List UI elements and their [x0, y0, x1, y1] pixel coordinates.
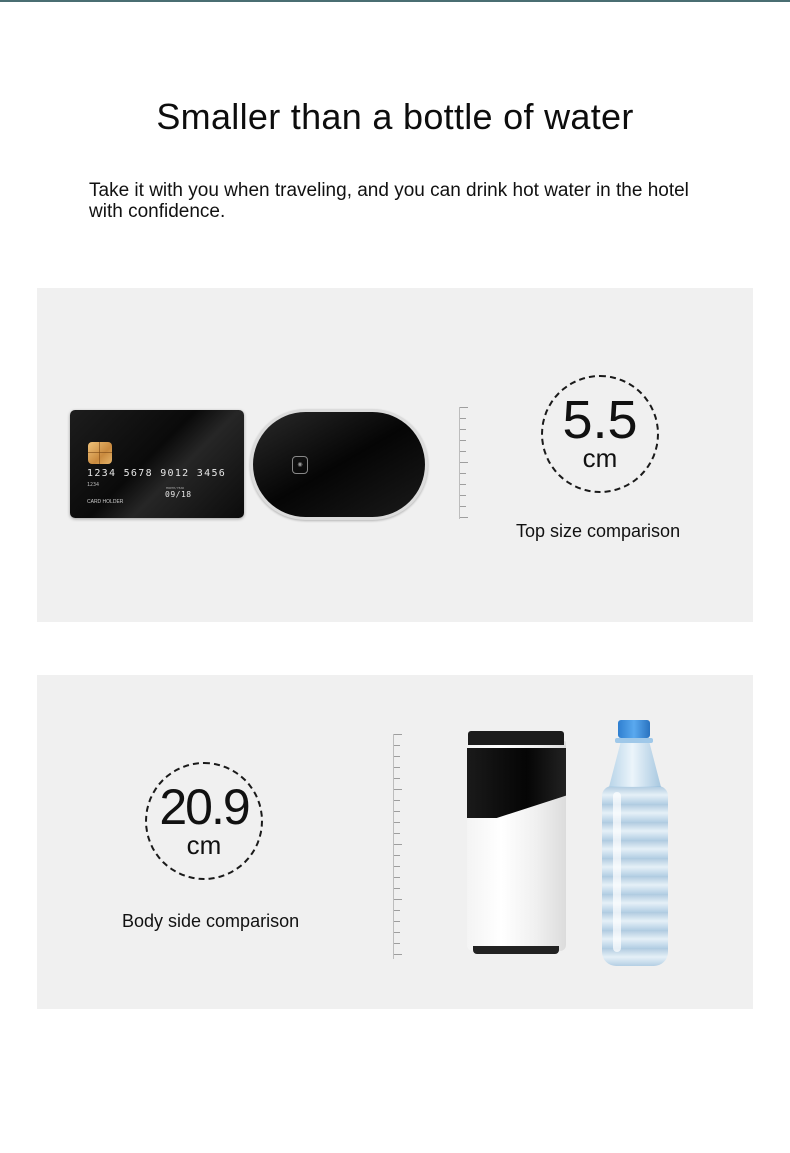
top-size-comparison-panel [37, 288, 753, 622]
top-measurement-unit: cm [582, 443, 618, 473]
credit-card-image [70, 410, 244, 518]
ruler-tick [460, 407, 468, 408]
ruler-tick [394, 811, 400, 812]
ruler-tick [394, 855, 400, 856]
page-title: Smaller than a bottle of water [156, 96, 634, 137]
ruler-top [459, 407, 460, 519]
top-size-caption: Top size comparison [516, 521, 681, 541]
side-measurement-circle [145, 762, 263, 880]
bottle-cap-icon [618, 720, 650, 738]
card-expiry: 09/18 [165, 490, 192, 499]
device-logo-icon: ◉ [292, 456, 308, 474]
body-side-comparison-panel [37, 675, 753, 1009]
ruler-tick [394, 800, 400, 801]
top-measurement-circle [541, 375, 659, 493]
ruler-tick [394, 756, 400, 757]
side-measurement-unit: cm [186, 830, 222, 860]
ruler-tick [460, 473, 466, 474]
ruler-tick [394, 932, 400, 933]
ruler-tick [460, 429, 466, 430]
ruler-side [393, 734, 394, 959]
top-divider [0, 0, 790, 2]
device-top-view-image [250, 409, 428, 520]
ruler-tick [394, 767, 400, 768]
ruler-tick [460, 418, 466, 419]
ruler-tick [394, 921, 400, 922]
ruler-tick [394, 943, 400, 944]
card-small-number: 1234 [87, 482, 100, 488]
ruler-tick [394, 734, 402, 735]
ruler-tick [394, 789, 402, 790]
ruler-tick [394, 888, 400, 889]
ruler-tick [394, 866, 400, 867]
card-holder-label: CARD HOLDER [87, 499, 124, 505]
ruler-tick [394, 877, 400, 878]
body-side-caption: Body side comparison [122, 911, 300, 931]
card-number: 1234 5678 9012 3456 [87, 468, 227, 479]
page-subtitle: Take it with you when traveling, and you can drink hot water in the hotel with confidence. [89, 180, 689, 222]
ruler-tick [460, 506, 466, 507]
card-expiry-label: MONTH/YEAR [166, 486, 185, 490]
ruler-tick [460, 440, 466, 441]
ruler-tick [460, 517, 468, 518]
ruler-tick [394, 954, 402, 955]
ruler-tick [460, 451, 466, 452]
ruler-tick [394, 778, 400, 779]
ruler-tick [394, 822, 400, 823]
ruler-tick [460, 495, 466, 496]
ruler-tick [394, 745, 400, 746]
water-bottle-image [599, 720, 671, 966]
ruler-tick [394, 910, 400, 911]
ruler-tick [394, 844, 402, 845]
ruler-tick [460, 462, 468, 463]
side-measurement-value: 20.9 [159, 779, 249, 835]
card-chip-icon [88, 442, 112, 464]
ruler-tick [460, 484, 466, 485]
ruler-tick [394, 833, 400, 834]
device-side-view-image [467, 728, 566, 954]
top-measurement-value: 5.5 [562, 390, 638, 450]
ruler-tick [394, 899, 402, 900]
